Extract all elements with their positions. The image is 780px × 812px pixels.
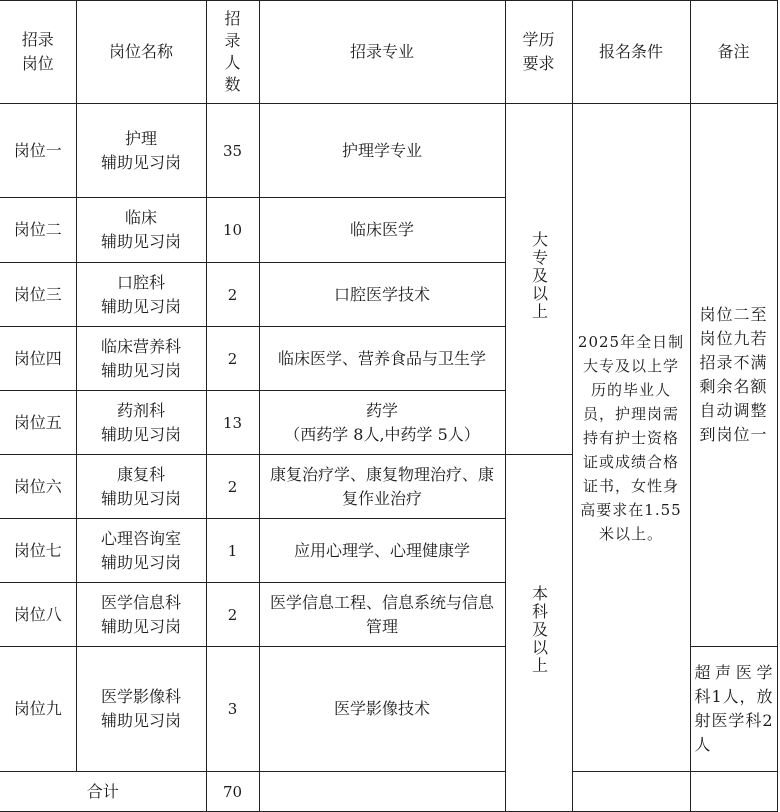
row-name: 心理咨询室 辅助见习岗 bbox=[76, 519, 206, 583]
row-unit: 岗位六 bbox=[0, 455, 76, 519]
header-edu: 学历 要求 bbox=[505, 1, 572, 104]
row-name: 护理 辅助见习岗 bbox=[76, 104, 206, 198]
header-row bbox=[0, 1, 777, 104]
row-unit: 岗位九 bbox=[0, 647, 76, 772]
row-name: 医学影像科 辅助见习岗 bbox=[76, 647, 206, 772]
remark-row-9: 超声医学科1人，放射医学科2人 bbox=[690, 647, 777, 772]
row-major: 临床医学、营养食品与卫生学 bbox=[259, 327, 505, 391]
row-unit: 岗位八 bbox=[0, 583, 76, 647]
row-unit: 岗位三 bbox=[0, 263, 76, 327]
row-count: 2 bbox=[206, 583, 259, 647]
row-major: 护理学专业 bbox=[259, 104, 505, 198]
row-name: 医学信息科 辅助见习岗 bbox=[76, 583, 206, 647]
edu-group-1-text: 大专及以上 bbox=[529, 230, 549, 321]
row-name: 康复科 辅助见习岗 bbox=[76, 455, 206, 519]
edu-group-2 bbox=[505, 455, 572, 812]
row-count: 1 bbox=[206, 519, 259, 583]
remark-group-1: 岗位二至岗位九若招录不满剩余名额自动调整到岗位一 bbox=[690, 104, 777, 647]
row-count: 13 bbox=[206, 391, 259, 455]
row-count: 3 bbox=[206, 647, 259, 772]
header-condition: 报名条件 bbox=[572, 1, 690, 104]
total-edu-empty bbox=[572, 772, 690, 812]
row-unit: 岗位二 bbox=[0, 198, 76, 263]
row-unit: 岗位四 bbox=[0, 327, 76, 391]
header-unit: 招录 岗位 bbox=[0, 1, 76, 104]
row-unit: 岗位五 bbox=[0, 391, 76, 455]
row-major: 医学影像技术 bbox=[259, 647, 505, 772]
total-count: 70 bbox=[206, 772, 259, 812]
row-count: 2 bbox=[206, 455, 259, 519]
header-major: 招录专业 bbox=[259, 1, 505, 104]
table-row bbox=[0, 104, 777, 198]
total-major-empty bbox=[259, 772, 505, 812]
row-major: 应用心理学、心理健康学 bbox=[259, 519, 505, 583]
header-remark: 备注 bbox=[690, 1, 777, 104]
row-unit: 岗位七 bbox=[0, 519, 76, 583]
total-label: 合计 bbox=[0, 772, 206, 812]
row-name: 临床 辅助见习岗 bbox=[76, 198, 206, 263]
total-condition-empty bbox=[690, 772, 777, 812]
row-unit: 岗位一 bbox=[0, 104, 76, 198]
row-name: 药剂科 辅助见习岗 bbox=[76, 391, 206, 455]
row-major: 临床医学 bbox=[259, 198, 505, 263]
row-count: 35 bbox=[206, 104, 259, 198]
total-row bbox=[0, 772, 777, 812]
row-major: 康复治疗学、康复物理治疗、康复作业治疗 bbox=[259, 455, 505, 519]
header-count: 招 录 人 数 bbox=[206, 1, 259, 104]
edu-group-2-text: 本科及以上 bbox=[529, 584, 549, 675]
row-name: 临床营养科 辅助见习岗 bbox=[76, 327, 206, 391]
row-name: 口腔科 辅助见习岗 bbox=[76, 263, 206, 327]
edu-group-1 bbox=[505, 104, 572, 455]
header-name: 岗位名称 bbox=[76, 1, 206, 104]
condition-cell: 2025年全日制大专及以上学历的毕业人员，护理岗需持有护士资格证或成绩合格证书，女性身高要求在1.55米以上。 bbox=[572, 104, 690, 772]
row-count: 2 bbox=[206, 263, 259, 327]
row-major: 药学 （西药学 8人,中药学 5人） bbox=[259, 391, 505, 455]
row-major: 医学信息工程、信息系统与信息管理 bbox=[259, 583, 505, 647]
row-count: 10 bbox=[206, 198, 259, 263]
row-major: 口腔医学技术 bbox=[259, 263, 505, 327]
row-count: 2 bbox=[206, 327, 259, 391]
